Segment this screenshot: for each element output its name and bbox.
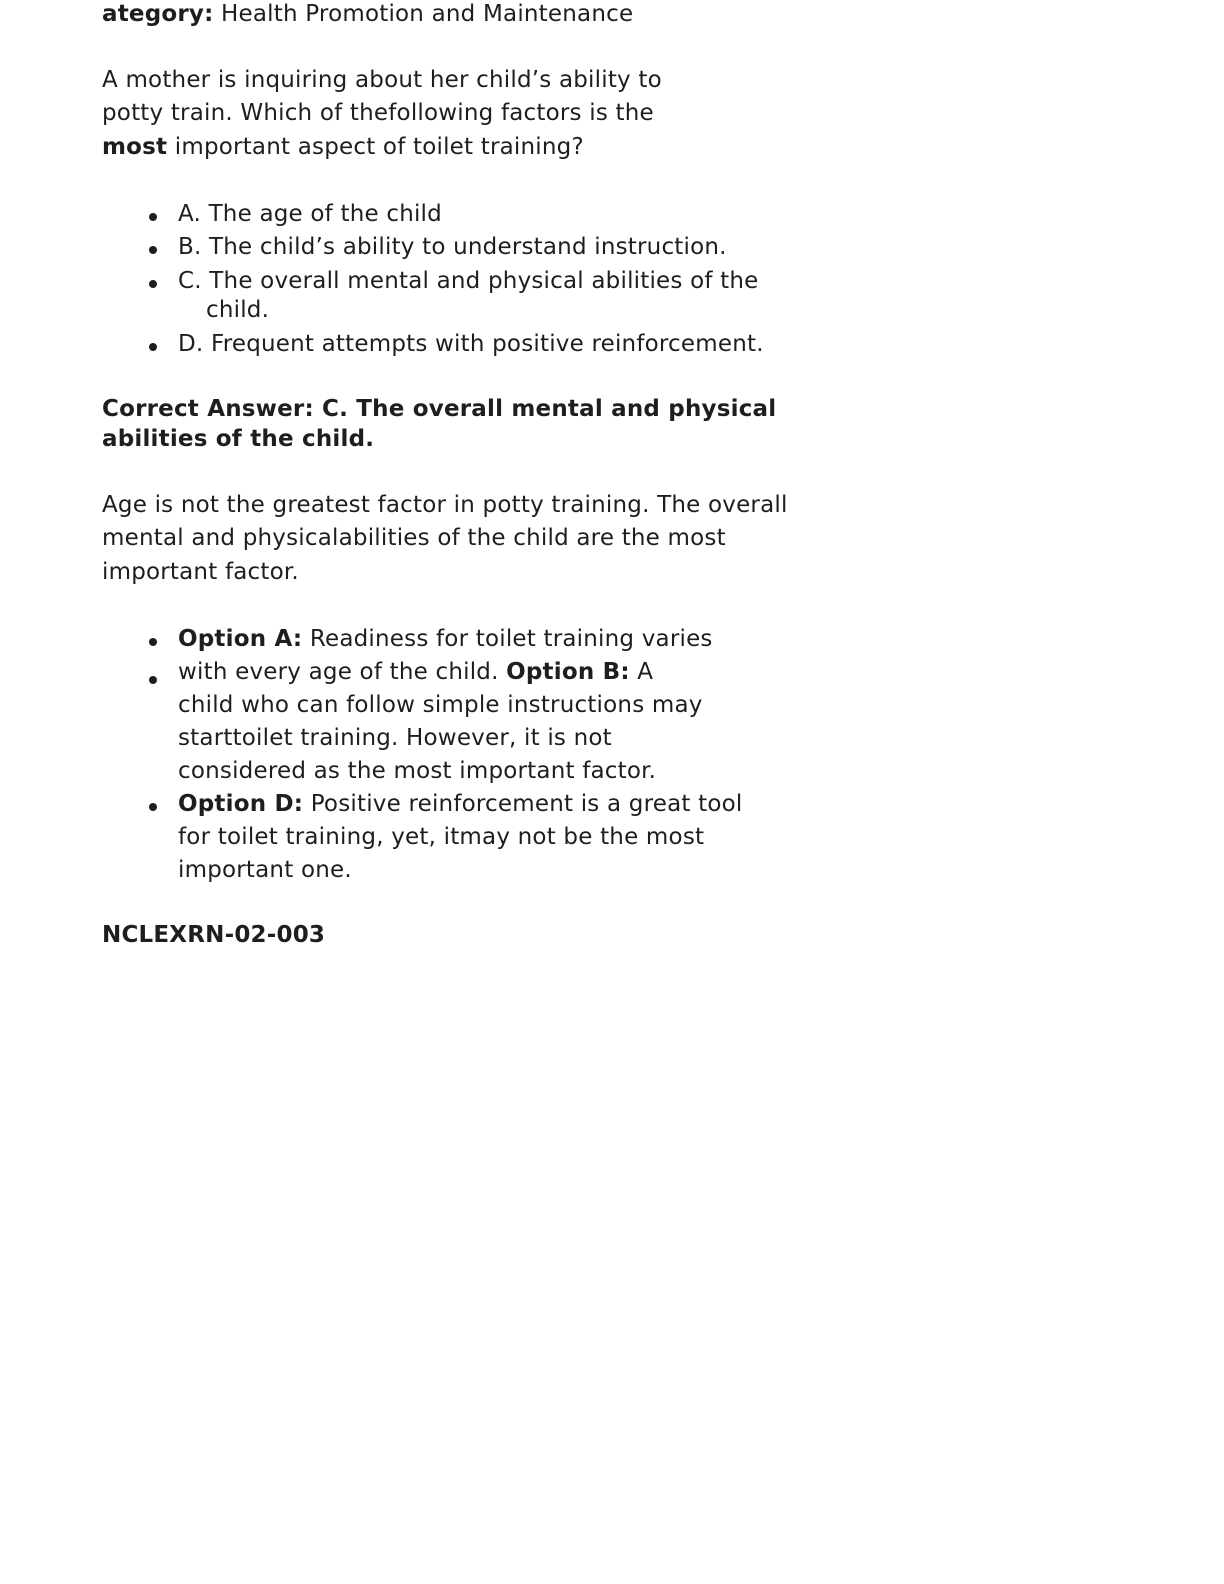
- rationale-d-line-3: important one.: [178, 857, 352, 883]
- rationale-a-text-cont: with every age of the child.: [178, 659, 499, 685]
- option-d: [178, 331, 764, 357]
- option-text: Frequent attempts with positive reinforcement.: [210, 331, 764, 357]
- option-letter: C.: [178, 268, 202, 294]
- question-code: NCLEXRN-02-003: [102, 922, 326, 948]
- rationale-a-label: Option A:: [178, 626, 303, 652]
- rationale-d-line-2: for toilet training, yet, itmay not be the most: [178, 824, 705, 850]
- bullet-icon: [149, 343, 157, 351]
- question-rest: important aspect of toilet training?: [174, 134, 584, 160]
- explanation-line-3: important factor.: [102, 559, 299, 585]
- option-text: The overall mental and physical abilities of the: [209, 268, 759, 294]
- question-emphasis: most: [102, 134, 168, 160]
- option-text: The age of the child: [208, 201, 442, 227]
- option-c-continuation: child.: [206, 297, 270, 323]
- category-value: Health Promotion and Maintenance: [221, 1, 634, 27]
- option-letter: A.: [178, 201, 202, 227]
- rationale-b-label: Option B:: [506, 659, 630, 685]
- rationale-d-label: Option D:: [178, 791, 304, 817]
- explanation-line-2: mental and physicalabilities of the child are the most: [102, 525, 726, 551]
- rationale-d-line-1: [178, 791, 742, 817]
- category-label: ategory:: [102, 1, 214, 27]
- rationale-a-text: Readiness for toilet training varies: [309, 626, 713, 652]
- bullet-icon: [149, 246, 157, 254]
- bullet-icon: [149, 213, 157, 221]
- rationale-a-line-1: [178, 626, 713, 652]
- option-c: [178, 268, 759, 294]
- correct-answer-line-2: abilities of the child.: [102, 426, 375, 452]
- option-letter: D.: [178, 331, 204, 357]
- rationale-b-line-4: considered as the most important factor.: [178, 758, 657, 784]
- category-line: [102, 1, 633, 27]
- rationale-d-text: Positive reinforcement is a great tool: [310, 791, 743, 817]
- option-a: [178, 201, 442, 227]
- bullet-icon: [149, 280, 157, 288]
- option-letter: B.: [178, 234, 202, 260]
- question-line-2: potty train. Which of thefollowing factors is the: [102, 100, 654, 126]
- rationale-ab-line: [178, 659, 653, 685]
- explanation-line-1: Age is not the greatest factor in potty training. The overall: [102, 492, 788, 518]
- bullet-icon: [149, 638, 157, 646]
- option-b: [178, 234, 727, 260]
- question-line-3: [102, 134, 584, 160]
- rationale-b-line-3: starttoilet training. However, it is not: [178, 725, 612, 751]
- rationale-b-text: A: [637, 659, 654, 685]
- question-line-1: A mother is inquiring about her child’s ability to: [102, 67, 662, 93]
- correct-answer-line-1: Correct Answer: C. The overall mental and physical: [102, 396, 777, 422]
- bullet-icon: [149, 676, 157, 684]
- option-text: The child’s ability to understand instruction.: [209, 234, 727, 260]
- bullet-icon: [149, 803, 157, 811]
- rationale-b-line-2: child who can follow simple instructions may: [178, 692, 703, 718]
